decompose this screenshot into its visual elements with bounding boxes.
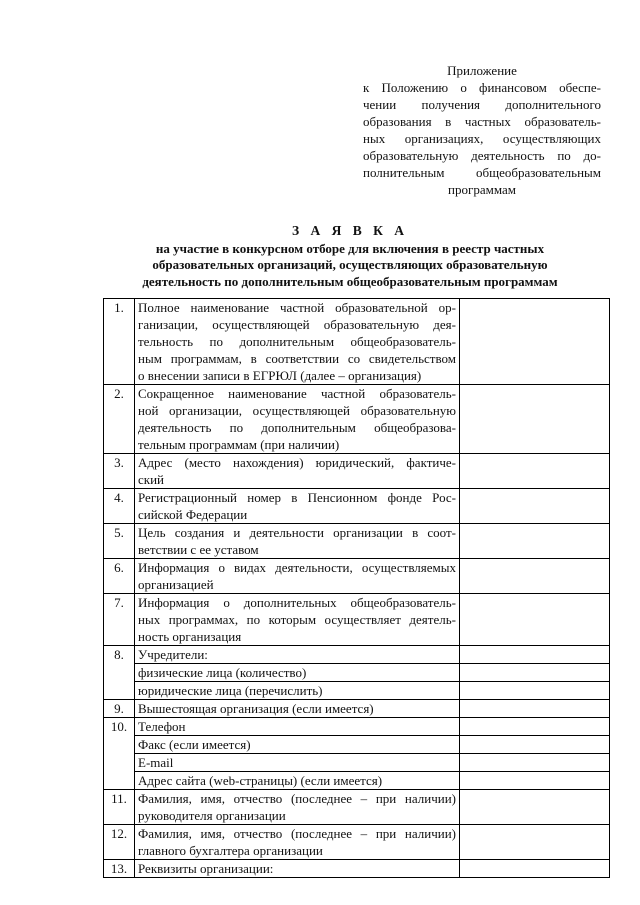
row-label — [135, 646, 460, 664]
label-line: Телефон — [138, 719, 186, 734]
value-cell[interactable] — [460, 454, 610, 489]
label-line: Учредители: — [138, 647, 208, 662]
row-label — [135, 594, 460, 646]
row-label — [135, 825, 460, 860]
appendix-line: полнительным общеобразовательным — [363, 165, 601, 180]
label-line: юридические лица (перечислить) — [138, 683, 323, 698]
row-number: 11. — [104, 790, 135, 825]
row-number: 4. — [104, 489, 135, 524]
label-line: E-mail — [138, 755, 174, 770]
label-line: руководителя организации — [138, 808, 286, 823]
table-row — [104, 682, 610, 700]
row-number: 7. — [104, 594, 135, 646]
label-line: Цель создания и деятельности организации в соот- — [138, 525, 456, 540]
label-line: сийской Федерации — [138, 507, 248, 522]
row-label — [135, 772, 460, 790]
appendix-title: Приложение — [447, 63, 517, 78]
table-row — [104, 594, 610, 646]
row-label — [135, 736, 460, 754]
table-row — [104, 772, 610, 790]
application-form-table — [103, 298, 610, 878]
table-row — [104, 860, 610, 878]
row-label — [135, 860, 460, 878]
value-cell[interactable] — [460, 718, 610, 736]
table-row — [104, 664, 610, 682]
value-cell[interactable] — [460, 825, 610, 860]
label-line: Вышестоящая организация (если имеется) — [138, 701, 374, 716]
appendix-line: к Положению о финансовом обеспе- — [363, 80, 601, 95]
table-row — [104, 489, 610, 524]
label-line: Фамилия, имя, отчество (последнее – при наличии) — [138, 791, 456, 806]
row-label — [135, 664, 460, 682]
label-line: физические лица (количество) — [138, 665, 307, 680]
value-cell[interactable] — [460, 385, 610, 454]
label-line: Полное наименование частной образовательной ор- — [138, 300, 456, 315]
value-cell[interactable] — [460, 736, 610, 754]
label-line: тельность по дополнительным общеобразователь- — [138, 334, 456, 349]
row-label — [135, 559, 460, 594]
appendix-line: образования в частных образователь- — [363, 114, 601, 129]
value-cell[interactable] — [460, 489, 610, 524]
table-row — [104, 736, 610, 754]
label-line: ность организация — [138, 629, 242, 644]
heading-line: деятельность по дополнительным общеобразовательным программам — [142, 273, 558, 289]
label-line: ных программах, по которым осуществляет деятель- — [138, 612, 456, 627]
value-cell[interactable] — [460, 772, 610, 790]
row-label — [135, 682, 460, 700]
table-row — [104, 790, 610, 825]
appendix-line: программам — [448, 182, 516, 197]
table-row — [104, 524, 610, 559]
value-cell[interactable] — [460, 700, 610, 718]
label-line: главного бухгалтера организации — [138, 843, 323, 858]
table-row — [104, 385, 610, 454]
value-cell[interactable] — [460, 754, 610, 772]
value-cell[interactable] — [460, 860, 610, 878]
row-number: 6. — [104, 559, 135, 594]
table-row — [104, 454, 610, 489]
value-cell[interactable] — [460, 664, 610, 682]
value-cell[interactable] — [460, 682, 610, 700]
row-number: 5. — [104, 524, 135, 559]
label-line: Информация о видах деятельности, осуществляемых — [138, 560, 456, 575]
row-label — [135, 454, 460, 489]
table-row — [104, 825, 610, 860]
row-label — [135, 489, 460, 524]
appendix-line: ных организациях, осуществляющих — [363, 131, 601, 146]
table-row — [104, 299, 610, 385]
value-cell[interactable] — [460, 559, 610, 594]
heading-line: образовательных организаций, осуществляющих образовательную — [152, 257, 548, 272]
row-label — [135, 524, 460, 559]
row-label — [135, 299, 460, 385]
row-number: 9. — [104, 700, 135, 718]
row-label — [135, 790, 460, 825]
heading-line: на участие в конкурсном отборе для включения в реестр частных — [155, 240, 545, 256]
value-cell[interactable] — [460, 524, 610, 559]
row-number: 10. — [104, 718, 135, 790]
appendix-line: образовательную деятельность по до- — [363, 148, 601, 163]
table-row — [104, 718, 610, 736]
label-line: Адрес (место нахождения) юридический, фактиче- — [138, 455, 456, 470]
row-number: 8. — [104, 646, 135, 700]
value-cell[interactable] — [460, 790, 610, 825]
table-row — [104, 700, 610, 718]
label-line: ский — [138, 472, 164, 487]
label-line: Сокращенное наименование частной образователь- — [138, 386, 456, 401]
value-cell[interactable] — [460, 594, 610, 646]
table-row — [104, 754, 610, 772]
label-line: Факс (если имеется) — [138, 737, 251, 752]
label-line: Адрес сайта (web-страницы) (если имеется) — [138, 773, 383, 788]
value-cell[interactable] — [460, 299, 610, 385]
table-row — [104, 646, 610, 664]
value-cell[interactable] — [460, 646, 610, 664]
row-number: 1. — [104, 299, 135, 385]
row-label — [135, 385, 460, 454]
row-number: 3. — [104, 454, 135, 489]
table-row — [104, 559, 610, 594]
appendix-block — [363, 62, 601, 198]
label-line: Реквизиты организации: — [138, 861, 274, 876]
row-label — [135, 718, 460, 736]
row-number: 13. — [104, 860, 135, 878]
label-line: деятельность по дополнительным общеобразова- — [138, 420, 456, 435]
label-line: организацией — [138, 577, 214, 592]
label-line: Фамилия, имя, отчество (последнее – при наличии) — [138, 826, 456, 841]
label-line: ганизации, осуществляющей образовательную дея- — [138, 317, 456, 332]
label-line: ной организации, осуществляющей образовательную — [138, 403, 456, 418]
row-number: 12. — [104, 825, 135, 860]
row-label — [135, 754, 460, 772]
label-line: Регистрационный номер в Пенсионном фонде Рос- — [138, 490, 456, 505]
label-line: ветствии с ее уставом — [138, 542, 259, 557]
application-heading — [90, 223, 610, 290]
label-line: тельным программам (при наличии) — [138, 437, 340, 452]
label-line: Информация о дополнительных общеобразователь- — [138, 595, 456, 610]
row-label — [135, 700, 460, 718]
label-line: ным программам, в соответствии со свидетельством — [138, 351, 456, 366]
document-title: З А Я В К А — [291, 223, 409, 238]
appendix-line: чении получения дополнительного — [363, 97, 601, 112]
label-line: о внесении записи в ЕГРЮЛ (далее – организация) — [138, 368, 422, 383]
row-number: 2. — [104, 385, 135, 454]
